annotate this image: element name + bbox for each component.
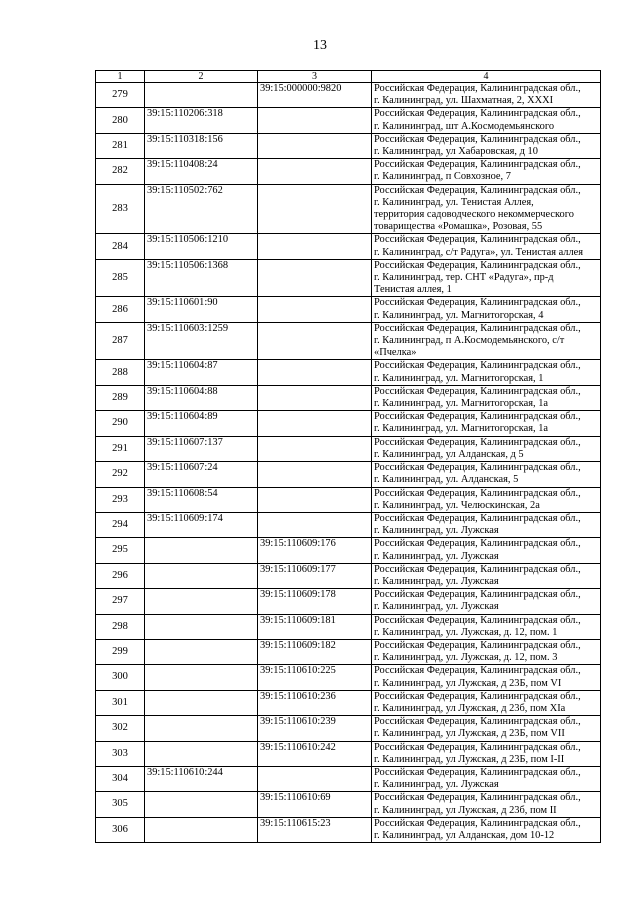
address-line: Российская Федерация, Калининградская обл., (374, 462, 581, 474)
address-line: г. Калининград, ул. Магнитогорская, 1а (374, 423, 549, 435)
address-line: Российская Федерация, Калининградская обл., (374, 563, 581, 575)
row-number-cell: 284 (96, 234, 145, 259)
address-line: Российская Федерация, Калининградская обл., (374, 817, 581, 829)
cadastral-number-cell-col2: 39:15:110601:90 (145, 297, 258, 322)
address-cell (372, 512, 601, 537)
cadastral-number-cell-col3 (258, 322, 372, 360)
cadastral-number-cell-col3 (258, 766, 372, 791)
row-number-cell: 281 (96, 133, 145, 158)
cadastral-number-cell-col3 (258, 108, 372, 133)
row-number-cell: 290 (96, 411, 145, 436)
row-number-cell: 299 (96, 639, 145, 664)
table-row (96, 108, 601, 133)
row-number-cell: 297 (96, 589, 145, 614)
table-row (96, 133, 601, 158)
address-line: г. Калининград, ул. Лужская (374, 601, 499, 613)
address-line: г. Калининград, ул Лужская, д 23Б, пом I-II (374, 753, 565, 765)
cadastral-number-cell-col3: 39:15:110610:239 (258, 716, 372, 741)
address-line: г. Калининград, ул Лужская, д 23б, пом II (374, 804, 557, 816)
address-line: Российская Федерация, Калининградская обл., (374, 108, 581, 120)
cadastral-number-cell-col3 (258, 512, 372, 537)
table-row (96, 614, 601, 639)
address-cell (372, 766, 601, 791)
cadastral-number-cell-col2: 39:15:110604:87 (145, 360, 258, 385)
address-line: г. Калининград, ул Лужская, д 23б, пом XIa (374, 702, 566, 714)
row-number-cell: 306 (96, 817, 145, 842)
address-cell (372, 538, 601, 563)
row-number-cell: 285 (96, 259, 145, 297)
address-cell (372, 690, 601, 715)
table-row (96, 538, 601, 563)
table-row (96, 184, 601, 234)
header-cell-3: 3 (258, 71, 372, 83)
table-row (96, 741, 601, 766)
address-line: г. Калининград, ул. Лужская, д. 12, пом. 3 (374, 652, 558, 664)
address-cell (372, 563, 601, 588)
address-line: г. Калининград, ул Хабаровская, д 10 (374, 146, 538, 158)
cadastral-number-cell-col2: 39:15:110506:1368 (145, 259, 258, 297)
cadastral-number-cell-col2: 39:15:110603:1259 (145, 322, 258, 360)
row-number-cell: 302 (96, 716, 145, 741)
address-cell (372, 741, 601, 766)
row-number-cell: 280 (96, 108, 145, 133)
address-line: «Пчелка» (374, 347, 417, 359)
table-row (96, 259, 601, 297)
address-cell (372, 436, 601, 461)
cadastral-number-cell-col3: 39:15:110610:225 (258, 665, 372, 690)
cadastral-number-cell-col3 (258, 297, 372, 322)
address-line: Российская Федерация, Калининградская обл., (374, 741, 581, 753)
address-line: Российская Федерация, Калининградская обл., (374, 690, 581, 702)
address-line: Российская Федерация, Калининградская обл., (374, 665, 581, 677)
cadastral-number-cell-col3: 39:15:110610:69 (258, 792, 372, 817)
address-line: Российская Федерация, Калининградская обл., (374, 639, 581, 651)
address-line: г. Калининград, ул Алданская, дом 10-12 (374, 829, 555, 841)
header-cell-1: 1 (96, 71, 145, 83)
cadastral-number-cell-col2: 39:15:110318:156 (145, 133, 258, 158)
address-line: г. Калининград, ул. Челюскинская, 2а (374, 499, 540, 511)
row-number-cell: 303 (96, 741, 145, 766)
cadastral-number-cell-col2: 39:15:110502:762 (145, 184, 258, 234)
table-row (96, 563, 601, 588)
address-cell (372, 665, 601, 690)
address-line: г. Калининград, ул. Магнитогорская, 1 (374, 372, 544, 384)
registry-table (95, 70, 601, 843)
cadastral-number-cell-col3 (258, 184, 372, 234)
cadastral-number-cell-col3 (258, 159, 372, 184)
table-row (96, 436, 601, 461)
row-number-cell: 301 (96, 690, 145, 715)
row-number-cell: 292 (96, 462, 145, 487)
cadastral-number-cell-col2 (145, 589, 258, 614)
table-row (96, 792, 601, 817)
header-cell-2: 2 (145, 71, 258, 83)
row-number-cell: 288 (96, 360, 145, 385)
address-cell (372, 614, 601, 639)
table-body (96, 83, 601, 843)
row-number-cell: 287 (96, 322, 145, 360)
cadastral-number-cell-col2 (145, 817, 258, 842)
address-line: Российская Федерация, Калининградская обл., (374, 259, 581, 271)
address-line: г. Калининград, ул Лужская, д 23Б, пом VI (374, 677, 562, 689)
address-line: г. Калининград, ул Алданская, д 5 (374, 448, 524, 460)
address-cell (372, 322, 601, 360)
address-line: Российская Федерация, Калининградская обл., (374, 234, 581, 246)
cadastral-number-cell-col3 (258, 259, 372, 297)
row-number-cell: 300 (96, 665, 145, 690)
cadastral-number-cell-col3 (258, 133, 372, 158)
address-line: территория садоводческого некоммерческого (374, 209, 574, 221)
address-line: Российская Федерация, Калининградская обл., (374, 589, 581, 601)
address-line: г. Калининград, ул. Алданская, 5 (374, 474, 519, 486)
table-row (96, 716, 601, 741)
address-line: товарищества «Ромашка», Розовая, 55 (374, 221, 543, 233)
address-line: Российская Федерация, Калининградская обл., (374, 487, 581, 499)
address-line: Российская Федерация, Калининградская обл., (374, 385, 581, 397)
address-cell (372, 589, 601, 614)
row-number-cell: 283 (96, 184, 145, 234)
table-row (96, 411, 601, 436)
address-line: г. Калининград, ул. Лужская (374, 575, 499, 587)
cadastral-number-cell-col3 (258, 462, 372, 487)
cadastral-number-cell-col2 (145, 716, 258, 741)
address-cell (372, 462, 601, 487)
table-row (96, 690, 601, 715)
cadastral-number-cell-col3 (258, 360, 372, 385)
cadastral-number-cell-col3: 39:15:110615:23 (258, 817, 372, 842)
cadastral-number-cell-col3: 39:15:110609:177 (258, 563, 372, 588)
address-cell (372, 411, 601, 436)
address-line: г. Калининград, ул. Шахматная, 2, XXXI (374, 95, 554, 107)
row-number-cell: 279 (96, 83, 145, 108)
address-line: г. Калининград, п А.Космодемьянского, с/т (374, 335, 565, 347)
table-row (96, 322, 601, 360)
cadastral-number-cell-col3 (258, 234, 372, 259)
cadastral-number-cell-col2: 39:15:110607:137 (145, 436, 258, 461)
address-line: Российская Федерация, Калининградская обл., (374, 792, 581, 804)
address-cell (372, 817, 601, 842)
cadastral-number-cell-col2: 39:15:110408:24 (145, 159, 258, 184)
cadastral-number-cell-col2: 39:15:110604:88 (145, 385, 258, 410)
address-line: г. Калининград, ул. Лужская, д. 12, пом. 1 (374, 626, 558, 638)
table-row (96, 360, 601, 385)
cadastral-number-cell-col3 (258, 436, 372, 461)
address-cell (372, 487, 601, 512)
address-line: Российская Федерация, Калининградская обл., (374, 512, 581, 524)
address-cell (372, 360, 601, 385)
table-row (96, 234, 601, 259)
table-row (96, 83, 601, 108)
cadastral-number-cell-col2: 39:15:110206:318 (145, 108, 258, 133)
table-row (96, 766, 601, 791)
address-cell (372, 385, 601, 410)
row-number-cell: 298 (96, 614, 145, 639)
address-line: Российская Федерация, Калининградская обл., (374, 538, 581, 550)
row-number-cell: 289 (96, 385, 145, 410)
cadastral-number-cell-col3: 39:15:110609:176 (258, 538, 372, 563)
address-cell (372, 159, 601, 184)
cadastral-number-cell-col2 (145, 83, 258, 108)
address-line: Российская Федерация, Калининградская обл., (374, 766, 581, 778)
address-line: г. Калининград, ул Лужская, д 23Б, пом VII (374, 728, 565, 740)
row-number-cell: 296 (96, 563, 145, 588)
cadastral-number-cell-col3: 39:15:110610:236 (258, 690, 372, 715)
table-row (96, 297, 601, 322)
cadastral-number-cell-col3: 39:15:000000:9820 (258, 83, 372, 108)
address-cell (372, 133, 601, 158)
address-line: г. Калининград, п Совхозное, 7 (374, 171, 511, 183)
address-line: г. Калининград, с/т Радуга», ул. Тенистая аллея (374, 246, 584, 258)
cadastral-number-cell-col2 (145, 538, 258, 563)
table-row (96, 512, 601, 537)
cadastral-number-cell-col3: 39:15:110609:178 (258, 589, 372, 614)
cadastral-number-cell-col2 (145, 614, 258, 639)
table-row (96, 487, 601, 512)
cadastral-number-cell-col3: 39:15:110610:242 (258, 741, 372, 766)
address-line: г. Калининград, ул. Магнитогорская, 1а (374, 398, 549, 410)
address-line: Российская Федерация, Калининградская обл., (374, 184, 581, 196)
cadastral-number-cell-col3 (258, 487, 372, 512)
address-cell (372, 716, 601, 741)
cadastral-number-cell-col3 (258, 385, 372, 410)
row-number-cell: 286 (96, 297, 145, 322)
cadastral-number-cell-col3 (258, 411, 372, 436)
address-line: Тенистая аллея, 1 (374, 284, 452, 296)
cadastral-number-cell-col2 (145, 741, 258, 766)
table-header (96, 71, 601, 83)
cadastral-number-cell-col2 (145, 690, 258, 715)
page-number: 13 (313, 38, 327, 53)
row-number-cell: 304 (96, 766, 145, 791)
cadastral-number-cell-col2 (145, 665, 258, 690)
address-cell (372, 108, 601, 133)
address-cell (372, 234, 601, 259)
cadastral-number-cell-col2: 39:15:110608:54 (145, 487, 258, 512)
address-line: Российская Федерация, Калининградская обл., (374, 614, 581, 626)
table-row (96, 159, 601, 184)
address-line: Российская Федерация, Калининградская обл., (374, 411, 581, 423)
address-cell (372, 259, 601, 297)
table-row (96, 817, 601, 842)
cadastral-number-cell-col2: 39:15:110609:174 (145, 512, 258, 537)
address-line: г. Калининград, ул. Лужская (374, 525, 499, 537)
address-cell (372, 83, 601, 108)
address-line: Российская Федерация, Калининградская обл., (374, 159, 581, 171)
header-row (96, 71, 601, 83)
address-line: Российская Федерация, Калининградская обл., (374, 436, 581, 448)
address-cell (372, 184, 601, 234)
address-line: Российская Федерация, Калининградская обл., (374, 716, 581, 728)
row-number-cell: 295 (96, 538, 145, 563)
cadastral-number-cell-col2 (145, 563, 258, 588)
row-number-cell: 305 (96, 792, 145, 817)
cadastral-number-cell-col2: 39:15:110607:24 (145, 462, 258, 487)
cadastral-number-cell-col2 (145, 792, 258, 817)
table-row (96, 385, 601, 410)
address-line: г. Калининград, ул. Лужская (374, 550, 499, 562)
row-number-cell: 294 (96, 512, 145, 537)
cadastral-number-cell-col2: 39:15:110506:1210 (145, 234, 258, 259)
address-line: Российская Федерация, Калининградская обл., (374, 322, 581, 334)
row-number-cell: 291 (96, 436, 145, 461)
address-line: г. Калининград, ул. Магнитогорская, 4 (374, 309, 544, 321)
cadastral-number-cell-col2: 39:15:110604:89 (145, 411, 258, 436)
table-row (96, 589, 601, 614)
cadastral-number-cell-col2 (145, 639, 258, 664)
address-cell (372, 639, 601, 664)
address-line: Российская Федерация, Калининградская обл., (374, 83, 581, 94)
cadastral-number-cell-col2: 39:15:110610:244 (145, 766, 258, 791)
address-line: г. Калининград, тер. СНТ «Радуга», пр-д (374, 272, 554, 284)
address-line: г. Калининград, ул. Лужская (374, 779, 499, 791)
address-cell (372, 792, 601, 817)
table-row (96, 665, 601, 690)
address-line: г. Калининград, ул. Тенистая Аллея, (374, 196, 534, 208)
table-row (96, 639, 601, 664)
address-line: Российская Федерация, Калининградская обл., (374, 133, 581, 145)
address-line: Российская Федерация, Калининградская обл., (374, 297, 581, 309)
cadastral-number-cell-col3: 39:15:110609:182 (258, 639, 372, 664)
row-number-cell: 293 (96, 487, 145, 512)
table-row (96, 462, 601, 487)
row-number-cell: 282 (96, 159, 145, 184)
address-line: г. Калининград, шт А.Космодемьянского (374, 120, 555, 132)
address-cell (372, 297, 601, 322)
header-cell-4: 4 (372, 71, 601, 83)
cadastral-number-cell-col3: 39:15:110609:181 (258, 614, 372, 639)
address-line: Российская Федерация, Калининградская обл., (374, 360, 581, 372)
